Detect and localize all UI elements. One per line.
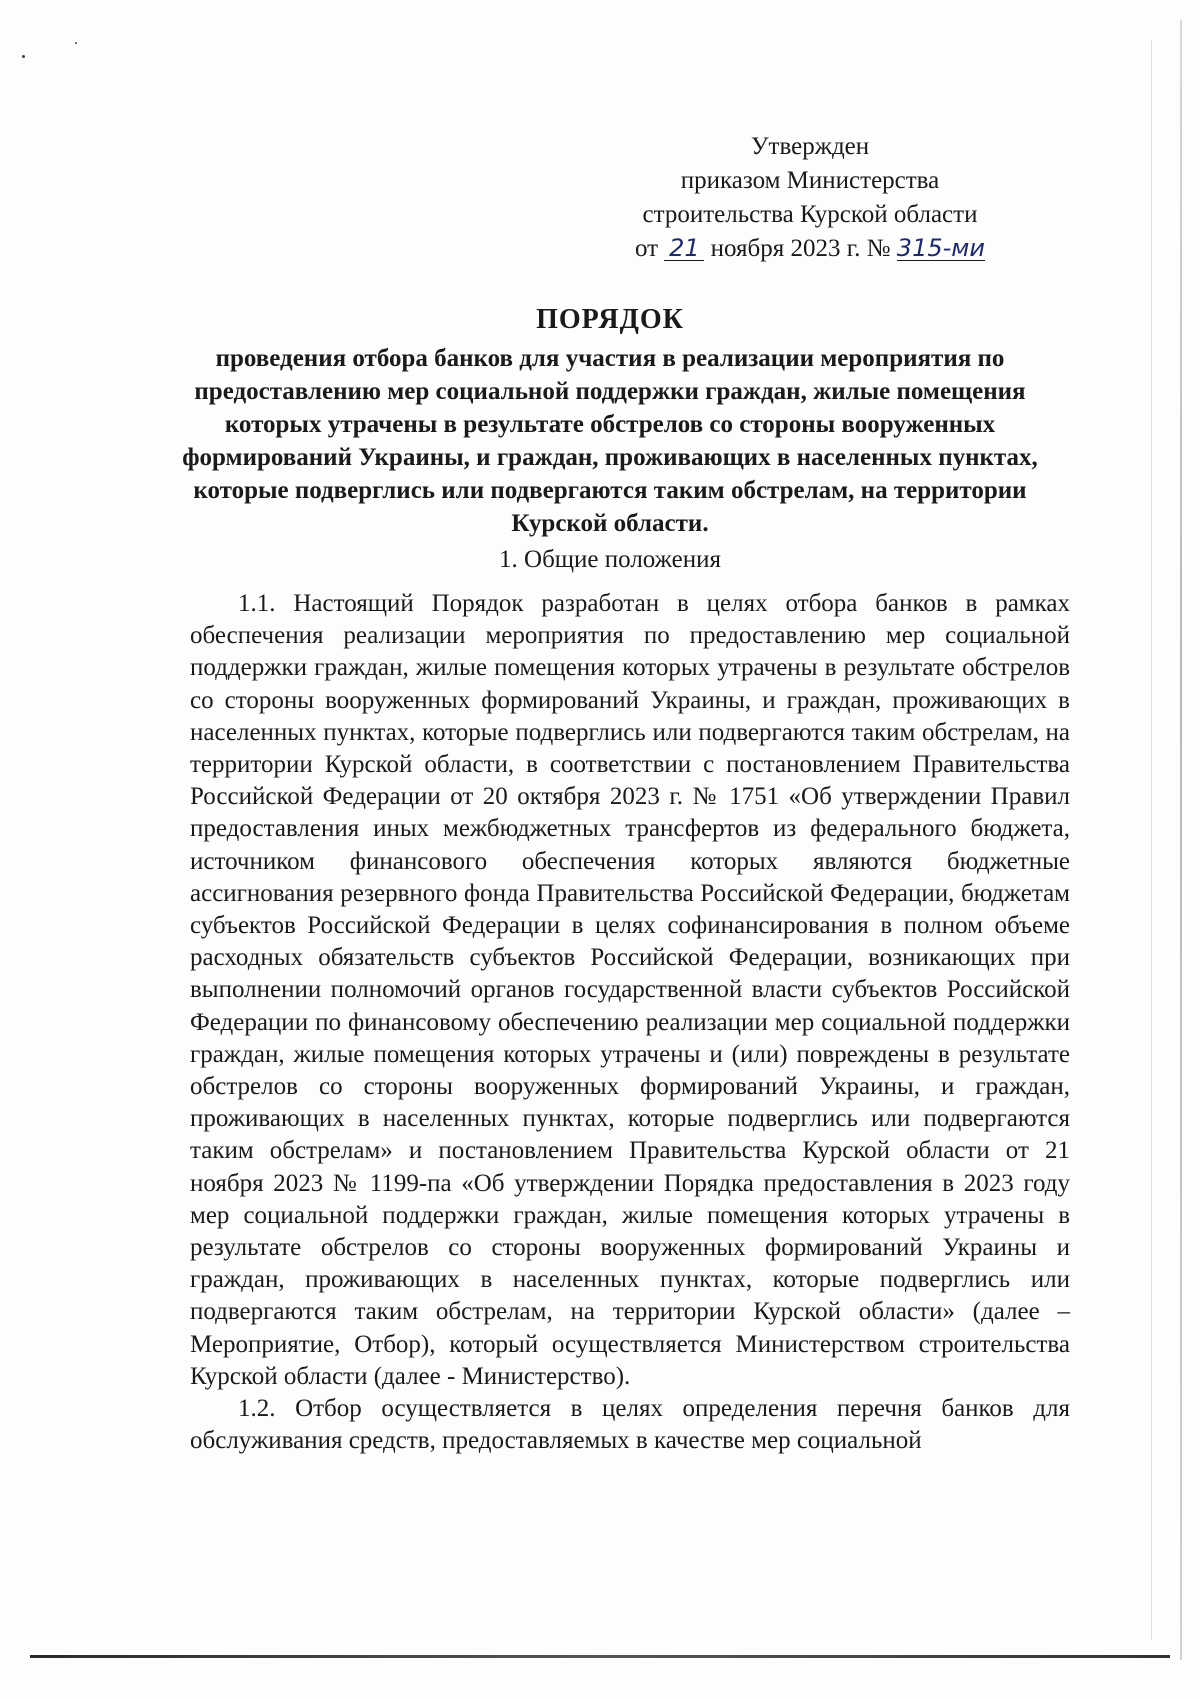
approval-line-3: строительства Курской области [642,201,978,228]
paragraph-1-2: 1.2. Отбор осуществляется в целях определения перечня банков для обслуживания средств, предоставляемых в качестве мер социальной [190,1395,1070,1455]
approval-date-day: 21 [664,236,704,261]
approval-date-prefix: от [635,235,659,262]
scan-speck [22,55,25,58]
approval-date-rest: ноября 2023 г. № [710,235,891,262]
scan-speck [75,42,77,44]
approval-line-1: Утвержден [750,133,870,160]
approval-order-number: 315-ми [896,234,985,262]
document-subtitle: проведения отбора банков для участия в реализации мероприятия по предоставлению мер социальной поддержки граждан, жилые помещения которых утрачены в результате обстрелов со стороны вооруженных формирований Украины, и граждан, проживающих в населенных пунктах, которые подверглись или подвергаются таким обстрелам, на территории Курской области. [182,345,1038,537]
document-title-block [150,300,1070,540]
scan-edge-bottom [30,1655,1170,1658]
scan-edge-right-inner [1151,40,1152,1640]
document-title: ПОРЯДОК [536,304,684,335]
scan-edge-right [1180,20,1182,1660]
section-title: 1. Общие положения [499,546,721,573]
approval-stamp [600,130,1020,266]
document-body [190,588,1070,1457]
approval-line-2: приказом Министерства [680,167,940,194]
approval-date-line [600,232,1020,266]
paragraph-1-1: 1.1. Настоящий Порядок разработан в целях отбора банков в рамках обеспечения реализации мероприятия по предоставлению мер социальной поддержки граждан, жилые помещения которых утрачены в результате обстрелов со стороны вооруженных формирований Украины, и граждан, проживающих в населенных пунктах, которые подверглись или подвергаются таким обстрелам, на территории Курской области, в соответствии с постановлением Правительства Российской Федерации от 20 октября 2023 г. № 1751 «Об утверждении Правил предоставления иных межбюджетных трансфертов из федерального бюджета, источником финансового обеспечения которых являются бюджетные ассигнования резервного фонда Правительства Российской Федерации, бюджетам субъектов Российской Федерации в целях софинансирования в полном объеме расходных обязательств субъектов Российской Федерации, возникающих при выполнении полномочий органов государственной власти субъектов Российской Федерации по финансовому обеспечению реализации мер социальной поддержки граждан, жилые помещения которых утрачены и (или) повреждены в результате обстрелов со стороны вооруженных формирований Украины, и граждан, проживающих в населенных пунктах, которые подверглись или подвергаются таким обстрелам» и постановлением Правительства Курской области от 21 ноября 2023 № 1199-па «Об утверждении Порядка предоставления в 2023 году мер социальной поддержки граждан, жилые помещения которых утрачены в результате обстрелов со стороны вооруженных формирований Украины и граждан, проживающих в населенных пунктах, которые подверглись или подвергаются таким обстрелам, на территории Курской области» (далее – Мероприятие, Отбор), который осуществляется Министерством строительства Курской области (далее - Министерство). [190,590,1070,1390]
